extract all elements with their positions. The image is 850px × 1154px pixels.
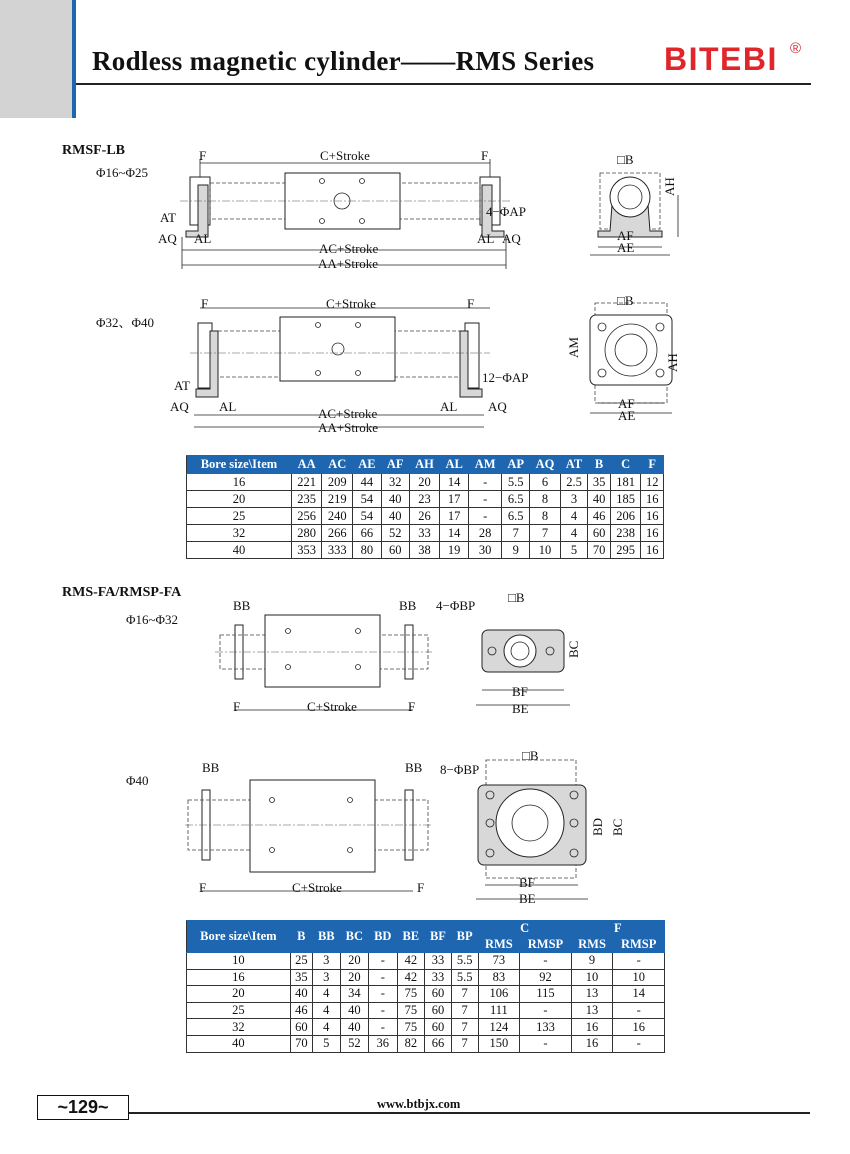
dim-al-left-1: AL [194,231,212,246]
table-cell: 16 [641,508,664,525]
table-cell: - [613,1035,665,1052]
table-header: AH [409,456,440,474]
table-cell: 256 [291,508,322,525]
dim-ac-stroke-1: AC+Stroke [319,241,379,256]
dim-f-right-3: F [408,699,416,714]
table-cell: 295 [610,542,641,559]
table-subheader: RMSP [520,937,571,953]
table-header: AP [502,456,530,474]
table-header: F [571,921,664,937]
table-cell: 16 [641,491,664,508]
page-title: Rodless magnetic cylinder——RMS Series [92,46,595,76]
rmsf-lb-dimension-table [186,455,664,559]
table-cell: 221 [291,474,322,491]
table-cell: 4 [312,1019,340,1036]
table-header: AE [353,456,382,474]
table-cell: 106 [478,986,520,1003]
dim-bc-1: BC [566,640,581,658]
table-header: Bore size\Item [187,456,292,474]
table-cell: 124 [478,1019,520,1036]
table-cell: 10 [613,969,665,986]
table-cell: 10 [530,542,561,559]
dim-bb-left-1: BB [233,598,251,613]
table-cell: 3 [312,969,340,986]
table-header-row [187,456,664,474]
dim-b-2: □B [617,293,634,308]
bore-size-cell: 32 [187,525,292,542]
table-cell: 181 [610,474,641,491]
table-cell: 28 [469,525,502,542]
table-header: B [588,456,611,474]
table-cell: 40 [340,1002,368,1019]
table-cell: - [369,953,397,970]
dim-c-stroke-3: C+Stroke [307,699,357,714]
table-cell: 60 [425,986,452,1003]
table-header: BE [397,921,425,953]
table-row [187,1019,665,1036]
table-cell: 40 [381,491,409,508]
dim-af-1: AF [617,228,634,243]
variant-large-label: Φ32、Φ40 [96,315,155,330]
table-cell: 75 [397,1002,425,1019]
dim-aa-stroke-2: AA+Stroke [318,420,379,435]
dim-bc-2: BC [610,818,625,836]
table-cell: 70 [588,542,611,559]
header-blue-rule [72,0,76,118]
table-cell: 9 [571,953,613,970]
rms-fa-large-side-view [185,780,432,891]
dim-bb-right-1: BB [399,598,417,613]
table-row [187,491,664,508]
dim-at-1: AT [160,210,176,225]
table-cell: 60 [588,525,611,542]
table-cell: 33 [425,953,452,970]
table-cell: 30 [469,542,502,559]
table-header: BP [451,921,478,953]
table-cell: 10 [571,969,613,986]
table-header: BF [425,921,452,953]
dim-ah-2: AH [665,353,680,372]
table-cell: 185 [610,491,641,508]
table-cell: 70 [290,1035,312,1052]
dim-bf-2: BF [519,875,535,890]
table-cell: 26 [409,508,440,525]
table-cell: 16 [641,525,664,542]
table-cell: 7 [451,1002,478,1019]
bore-size-cell: 25 [187,508,292,525]
table-row [187,525,664,542]
section-rms-fa-title: RMS-FA/RMSP-FA [62,585,182,600]
table-cell: 13 [571,986,613,1003]
table-header: AL [440,456,469,474]
table-cell: 8 [530,508,561,525]
table-subheader: RMS [478,937,520,953]
table-cell: 75 [397,1019,425,1036]
dim-c-stroke-4: C+Stroke [292,880,342,895]
table-cell: 52 [340,1035,368,1052]
table-cell: 36 [369,1035,397,1052]
table-cell: 235 [291,491,322,508]
dim-bb-left-2: BB [202,760,220,775]
table-cell: 42 [397,969,425,986]
table-cell: 219 [322,491,353,508]
table-cell: 4 [312,1002,340,1019]
table-cell: 19 [440,542,469,559]
variant-small-label: Φ16~Φ25 [96,165,149,180]
dim-f-left-4: F [199,880,207,895]
table-cell: 32 [381,474,409,491]
table-cell: 34 [340,986,368,1003]
table-cell: 52 [381,525,409,542]
dim-ah-1: AH [662,177,677,196]
table-header: AT [560,456,588,474]
dim-b-4: □B [522,748,539,763]
table-header: BD [369,921,397,953]
table-cell: 240 [322,508,353,525]
table-cell: 133 [520,1019,571,1036]
table-cell: 238 [610,525,641,542]
footer-divider [128,1112,810,1114]
brand-logo: BITEBI [664,41,778,77]
dim-aq-left-1: AQ [158,231,177,246]
table-cell: - [520,1035,571,1052]
rms-fa-small-side-view [215,615,432,710]
table-cell: 115 [520,986,571,1003]
table-cell: 5.5 [502,474,530,491]
table-cell: 7 [451,986,478,1003]
table-cell: 7 [530,525,561,542]
table-cell: 14 [613,986,665,1003]
table-cell: 23 [409,491,440,508]
table-row [187,1002,665,1019]
registered-mark: ® [790,40,802,57]
table-cell: 46 [290,1002,312,1019]
dim-am: AM [566,337,581,358]
bore-size-cell: 16 [187,474,292,491]
table-header: F [641,456,664,474]
table-header: B [290,921,312,953]
variant-large-label-2: Φ40 [126,773,149,788]
table-cell: 266 [322,525,353,542]
table-row [187,474,664,491]
table-cell: 4 [560,508,588,525]
dim-f-left-3: F [233,699,241,714]
table-subheader: RMS [571,937,613,953]
table-cell: 66 [425,1035,452,1052]
dim-be-1: BE [512,701,529,716]
table-cell: 92 [520,969,571,986]
table-cell: 40 [588,491,611,508]
table-cell: 54 [353,508,382,525]
table-cell: 13 [571,1002,613,1019]
table-cell: 42 [397,953,425,970]
table-cell: 150 [478,1035,520,1052]
dim-ae-1: AE [617,240,635,255]
bore-size-cell: 40 [187,1035,291,1052]
bore-size-cell: 20 [187,491,292,508]
table-header: AM [469,456,502,474]
table-cell: - [613,1002,665,1019]
dim-al-right-1: AL [477,231,495,246]
dim-be-2: BE [519,891,536,906]
table-cell: - [369,1019,397,1036]
table-cell: 16 [641,542,664,559]
table-cell: 66 [353,525,382,542]
table-cell: 16 [613,1019,665,1036]
table-cell: 9 [502,542,530,559]
table-row [187,953,665,970]
bore-size-cell: 40 [187,542,292,559]
table-cell: 4 [312,986,340,1003]
table-header: AA [291,456,322,474]
table-cell: 5.5 [451,953,478,970]
table-cell: 3 [312,953,340,970]
dim-al-left-2: AL [219,399,237,414]
table-cell: 5.5 [451,969,478,986]
table-cell: 206 [610,508,641,525]
dim-at-2: AT [174,378,190,393]
dim-f-right-2: F [467,296,475,311]
page-number: ~129~ [37,1095,129,1120]
dim-b-1: □B [617,152,634,167]
table-cell: 60 [425,1002,452,1019]
table-cell: 14 [440,474,469,491]
table-row [187,542,664,559]
dim-aq-right-2: AQ [488,399,507,414]
table-cell: 6.5 [502,508,530,525]
table-cell: 7 [451,1035,478,1052]
table-cell: 35 [588,474,611,491]
table-cell: 333 [322,542,353,559]
table-cell: 5 [560,542,588,559]
table-cell: 6 [530,474,561,491]
table-cell: 44 [353,474,382,491]
dim-aq-left-2: AQ [170,399,189,414]
table-cell: 20 [340,969,368,986]
table-cell: 25 [290,953,312,970]
table-cell: 75 [397,986,425,1003]
table-cell: - [520,953,571,970]
table-cell: 17 [440,508,469,525]
dim-f-right-4: F [417,880,425,895]
table-header: C [610,456,641,474]
bore-size-cell: 16 [187,969,291,986]
header-divider [76,83,811,85]
table-cell: 2.5 [560,474,588,491]
dim-f-left-2: F [201,296,209,311]
table-header-row [187,921,665,937]
table-cell: 12 [641,474,664,491]
dim-aa-stroke-1: AA+Stroke [318,256,379,271]
table-header: AF [381,456,409,474]
rms-fa-dimension-table [186,920,665,1053]
dim-af-2: AF [618,396,635,411]
table-subheader: RMSP [613,937,665,953]
dim-al-right-2: AL [440,399,458,414]
bore-size-cell: 32 [187,1019,291,1036]
table-cell: 4 [560,525,588,542]
table-cell: 40 [340,1019,368,1036]
table-cell: 20 [340,953,368,970]
dim-c-stroke-1: C+Stroke [320,148,370,163]
dim-bd: BD [590,817,605,836]
bore-size-cell: 10 [187,953,291,970]
table-header: BC [340,921,368,953]
dim-ae-2: AE [618,408,636,423]
table-cell: 16 [571,1035,613,1052]
table-cell: - [369,969,397,986]
table-cell: 80 [353,542,382,559]
dim-b-3: □B [508,590,525,605]
table-cell: - [613,953,665,970]
dim-ac-stroke-2: AC+Stroke [318,406,378,421]
table-row [187,508,664,525]
header-gray-block [0,0,72,118]
table-cell: 60 [381,542,409,559]
table-row [187,969,665,986]
table-cell: 46 [588,508,611,525]
table-cell: 6.5 [502,491,530,508]
table-cell: 73 [478,953,520,970]
dim-ap12: 12−ΦAP [482,370,529,385]
table-header: BB [312,921,340,953]
bore-size-cell: 25 [187,1002,291,1019]
table-row [187,1035,665,1052]
table-cell: 33 [409,525,440,542]
table-cell: 353 [291,542,322,559]
table-cell: 54 [353,491,382,508]
table-cell: 17 [440,491,469,508]
dim-bp4: 4−ΦBP [436,598,476,613]
dim-ap4-1: 4−ΦAP [486,204,526,219]
table-cell: 40 [381,508,409,525]
dim-bb-right-2: BB [405,760,423,775]
table-header: C [478,921,571,937]
table-cell: 60 [425,1019,452,1036]
table-cell: 20 [409,474,440,491]
dim-c-stroke-2: C+Stroke [326,296,376,311]
table-cell: 7 [502,525,530,542]
table-cell: - [469,491,502,508]
table-row [187,986,665,1003]
table-cell: 38 [409,542,440,559]
table-cell: 280 [291,525,322,542]
table-cell: 8 [530,491,561,508]
table-cell: 14 [440,525,469,542]
table-cell: 40 [290,986,312,1003]
table-cell: 7 [451,1019,478,1036]
table-cell: 35 [290,969,312,986]
dim-f-right-1: F [481,148,489,163]
dim-aq-right-1: AQ [502,231,521,246]
dim-bp8: 8−ΦBP [440,762,480,777]
table-cell: 82 [397,1035,425,1052]
dim-bf-1: BF [512,684,528,699]
table-cell: - [469,474,502,491]
table-cell: 16 [571,1019,613,1036]
table-cell: 60 [290,1019,312,1036]
section-rmsf-lb-title: RMSF-LB [62,143,125,158]
variant-small-label-2: Φ16~Φ32 [126,612,179,627]
table-cell: - [369,1002,397,1019]
table-cell: - [369,986,397,1003]
table-cell: - [520,1002,571,1019]
table-cell: 5 [312,1035,340,1052]
table-cell: 83 [478,969,520,986]
table-cell: 33 [425,969,452,986]
table-cell: - [469,508,502,525]
table-header: AQ [530,456,561,474]
table-header: Bore size\Item [187,921,291,953]
dim-f-left-1: F [199,148,207,163]
table-cell: 209 [322,474,353,491]
footer-url: www.btbjx.com [377,1097,461,1111]
table-cell: 3 [560,491,588,508]
table-header: AC [322,456,353,474]
bore-size-cell: 20 [187,986,291,1003]
table-cell: 111 [478,1002,520,1019]
